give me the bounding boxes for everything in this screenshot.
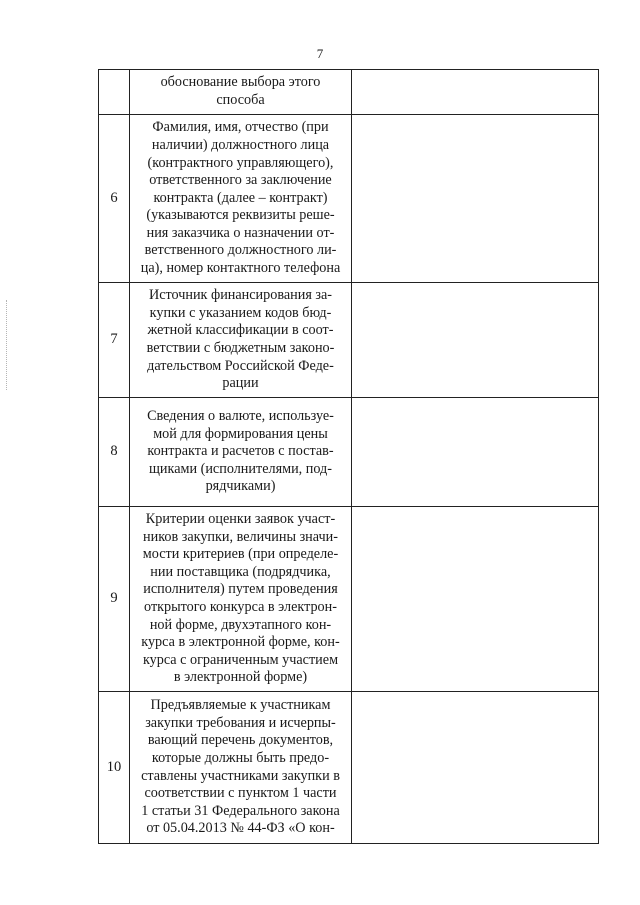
row-number: 6 <box>99 115 130 283</box>
row-value-cell[interactable] <box>352 692 599 844</box>
description-line: в электронной форме) <box>173 669 308 686</box>
scan-margin-marks <box>6 300 9 390</box>
row-value-cell[interactable] <box>352 507 599 692</box>
description-line: щиками (исполнителями, под- <box>149 460 332 477</box>
description-text <box>132 697 349 838</box>
description-line: открытого конкурса в электрон- <box>144 599 337 615</box>
description-text <box>132 511 349 687</box>
row-description <box>130 692 352 844</box>
row-description <box>130 70 352 115</box>
row-description <box>130 398 352 507</box>
table-row <box>99 70 599 115</box>
page-number: 7 <box>316 46 324 61</box>
description-line: закупки требования и исчерпы- <box>145 714 336 731</box>
row-description <box>130 283 352 398</box>
description-line: обоснование выбора этого <box>160 74 321 91</box>
description-line: курса в электронной форме, кон- <box>141 634 340 651</box>
row-description <box>130 115 352 283</box>
description-line: Критерии оценки заявок участ- <box>145 511 336 528</box>
description-text <box>132 119 349 277</box>
description-line: Предъявляемые к участникам <box>150 697 331 714</box>
description-text <box>132 408 349 496</box>
description-line: 1 статьи 31 Федерального закона <box>141 802 340 819</box>
description-line: контракта (далее – контракт) <box>153 189 328 206</box>
description-line: Источник финансирования за- <box>148 287 333 304</box>
table-row <box>99 692 599 844</box>
table-row <box>99 283 599 398</box>
description-line: рядчиками) <box>205 478 276 495</box>
description-line: ветствии с бюджетным законо- <box>146 340 335 356</box>
row-number: 10 <box>99 692 130 844</box>
table-row <box>99 507 599 692</box>
description-line: рации <box>222 375 259 392</box>
description-line: ников закупки, величины значи- <box>143 528 338 545</box>
description-line: Сведения о валюте, используе- <box>147 408 334 425</box>
description-line: наличии) должностного лица <box>151 136 330 153</box>
description-line: ной форме, двухэтапного кон- <box>149 616 332 633</box>
description-line: соответствии с пунктом 1 части <box>144 785 337 802</box>
description-line: жетной классификации в соот- <box>147 322 334 339</box>
description-line: ния заказчика о назначении от- <box>146 224 335 241</box>
row-value-cell[interactable] <box>352 283 599 398</box>
description-line: мой для формирования цены <box>153 425 328 442</box>
row-value-cell[interactable] <box>352 398 599 507</box>
description-line: Фамилия, имя, отчество (при <box>152 119 329 136</box>
row-number: 7 <box>99 283 130 398</box>
row-value-cell[interactable] <box>352 115 599 283</box>
description-line: ответственного за заключение <box>149 172 332 189</box>
procurement-info-table <box>98 69 599 844</box>
description-line: исполнителя) путем проведения <box>143 581 338 598</box>
description-line: купки с указанием кодов бюд- <box>149 304 332 321</box>
table-row <box>99 398 599 507</box>
description-text <box>132 287 349 393</box>
description-line: ца), номер контактного телефона <box>140 260 341 277</box>
description-line: ветственного должностного ли- <box>144 242 337 259</box>
description-line: вающий перечень документов, <box>147 732 334 749</box>
row-number <box>99 70 130 115</box>
description-text <box>132 74 349 109</box>
row-number: 8 <box>99 398 130 507</box>
description-line: от 05.04.2013 № 44-ФЗ «О кон- <box>146 820 335 837</box>
table-row <box>99 115 599 283</box>
row-number: 9 <box>99 507 130 692</box>
description-line: дательством Российской Феде- <box>147 357 334 374</box>
description-line: курса с ограниченным участием <box>142 651 339 668</box>
description-line: нии поставщика (подрядчика, <box>150 563 331 580</box>
description-line: способа <box>216 92 265 108</box>
description-line: (указываются реквизиты реше- <box>146 207 335 224</box>
row-value-cell[interactable] <box>352 70 599 115</box>
description-line: мости критериев (при определе- <box>142 546 339 563</box>
row-description <box>130 507 352 692</box>
description-line: которые должны быть предо- <box>151 749 330 766</box>
description-line: ставлены участниками закупки в <box>141 767 340 784</box>
description-line: контракта и расчетов с постав- <box>147 443 334 460</box>
description-line: (контрактного управляющего), <box>147 154 334 171</box>
